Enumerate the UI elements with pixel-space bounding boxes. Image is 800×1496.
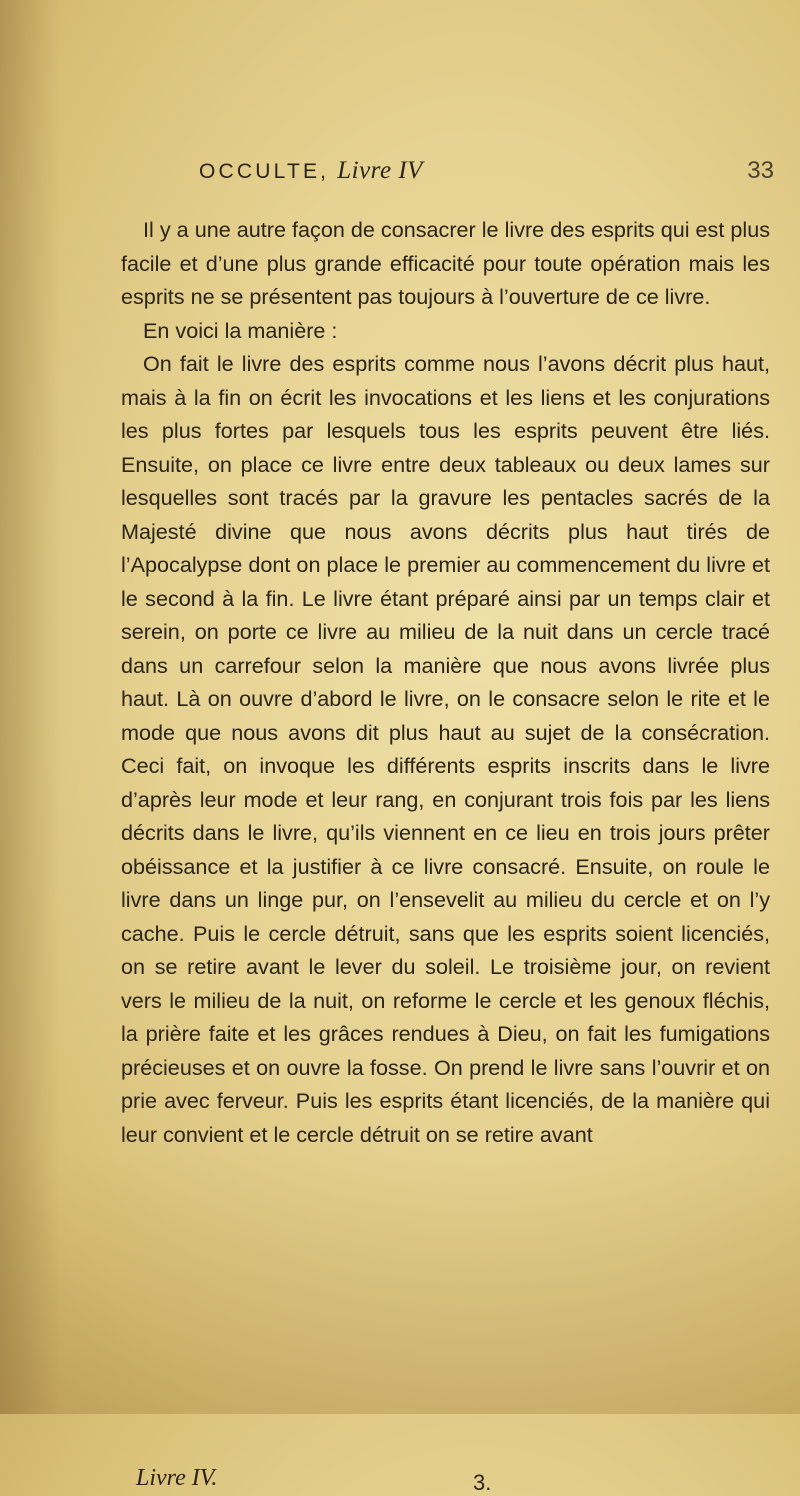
page-number: 33: [747, 157, 774, 184]
running-head: [199, 157, 774, 193]
signature-number: 3.: [473, 1470, 492, 1495]
paragraph: On fait le livre des esprits comme nous l’avons décrit plus haut, mais à la fin on écrit les invocations et les liens et les conjurations les plus fortes par lesquels tous les esprits peuvent être liés. Ensuite, on place ce livre entre deux tableaux ou deux lames sur lesquelles sont tracés par la gravure les pentacles sacrés de la Majesté divine que nous avons décrits plus haut tirés de l’Apocalypse dont on place le premier au commencement du livre et le second à la fin. Le livre étant préparé ainsi par un temps clair et serein, on porte ce livre au milieu de la nuit dans un cercle tracé dans un carrefour selon la manière que nous avons livrée plus haut. Là on ouvre d’abord le livre, on le consacre selon le rite et le mode que nous avons dit plus haut au sujet de la consécration. Ceci fait, on invoque les différents esprits inscrits dans le livre d’après leur mode et leur rang, en conjurant trois fois par les liens décrits dans le livre, qu’ils viennent en ce lieu en trois jours prêter obéissance et la justifier à ce livre consacré. Ensuite, on roule le livre dans un linge pur, on l’ensevelit au milieu du cercle et on l’y cache. Puis le cercle détruit, sans que les esprits soient licenciés, on se retire avant le lever du soleil. Le troisième jour, on revient vers le milieu de la nuit, on reforme le cercle et les genoux fléchis, la prière faite et les grâces rendues à Dieu, on fait les fumigations précieuses et on ouvre la fosse. On prend le livre sans l’ouvrir et on prie avec ferveur. Puis les esprits étant licenciés, de la manière qui leur convient et le cercle détruit on se retire avant: [121, 351, 770, 1147]
page-edge-shadow: [0, 0, 60, 1414]
running-head-title: OCCULTE,: [199, 160, 330, 183]
signature-title: Livre IV.: [136, 1465, 218, 1491]
paragraph: Il y a une autre façon de consacrer le livre des esprits qui est plus facile et d’une plus grande efficacité pour toute opération mais les esprits ne se présentent pas toujours à l’ouverture de ce livre.: [121, 217, 770, 309]
body-text: [121, 213, 770, 1151]
page-bottom-shade: [0, 1154, 800, 1414]
running-head-book: Livre IV: [337, 157, 423, 184]
paragraph: En voici la manière :: [143, 317, 338, 343]
